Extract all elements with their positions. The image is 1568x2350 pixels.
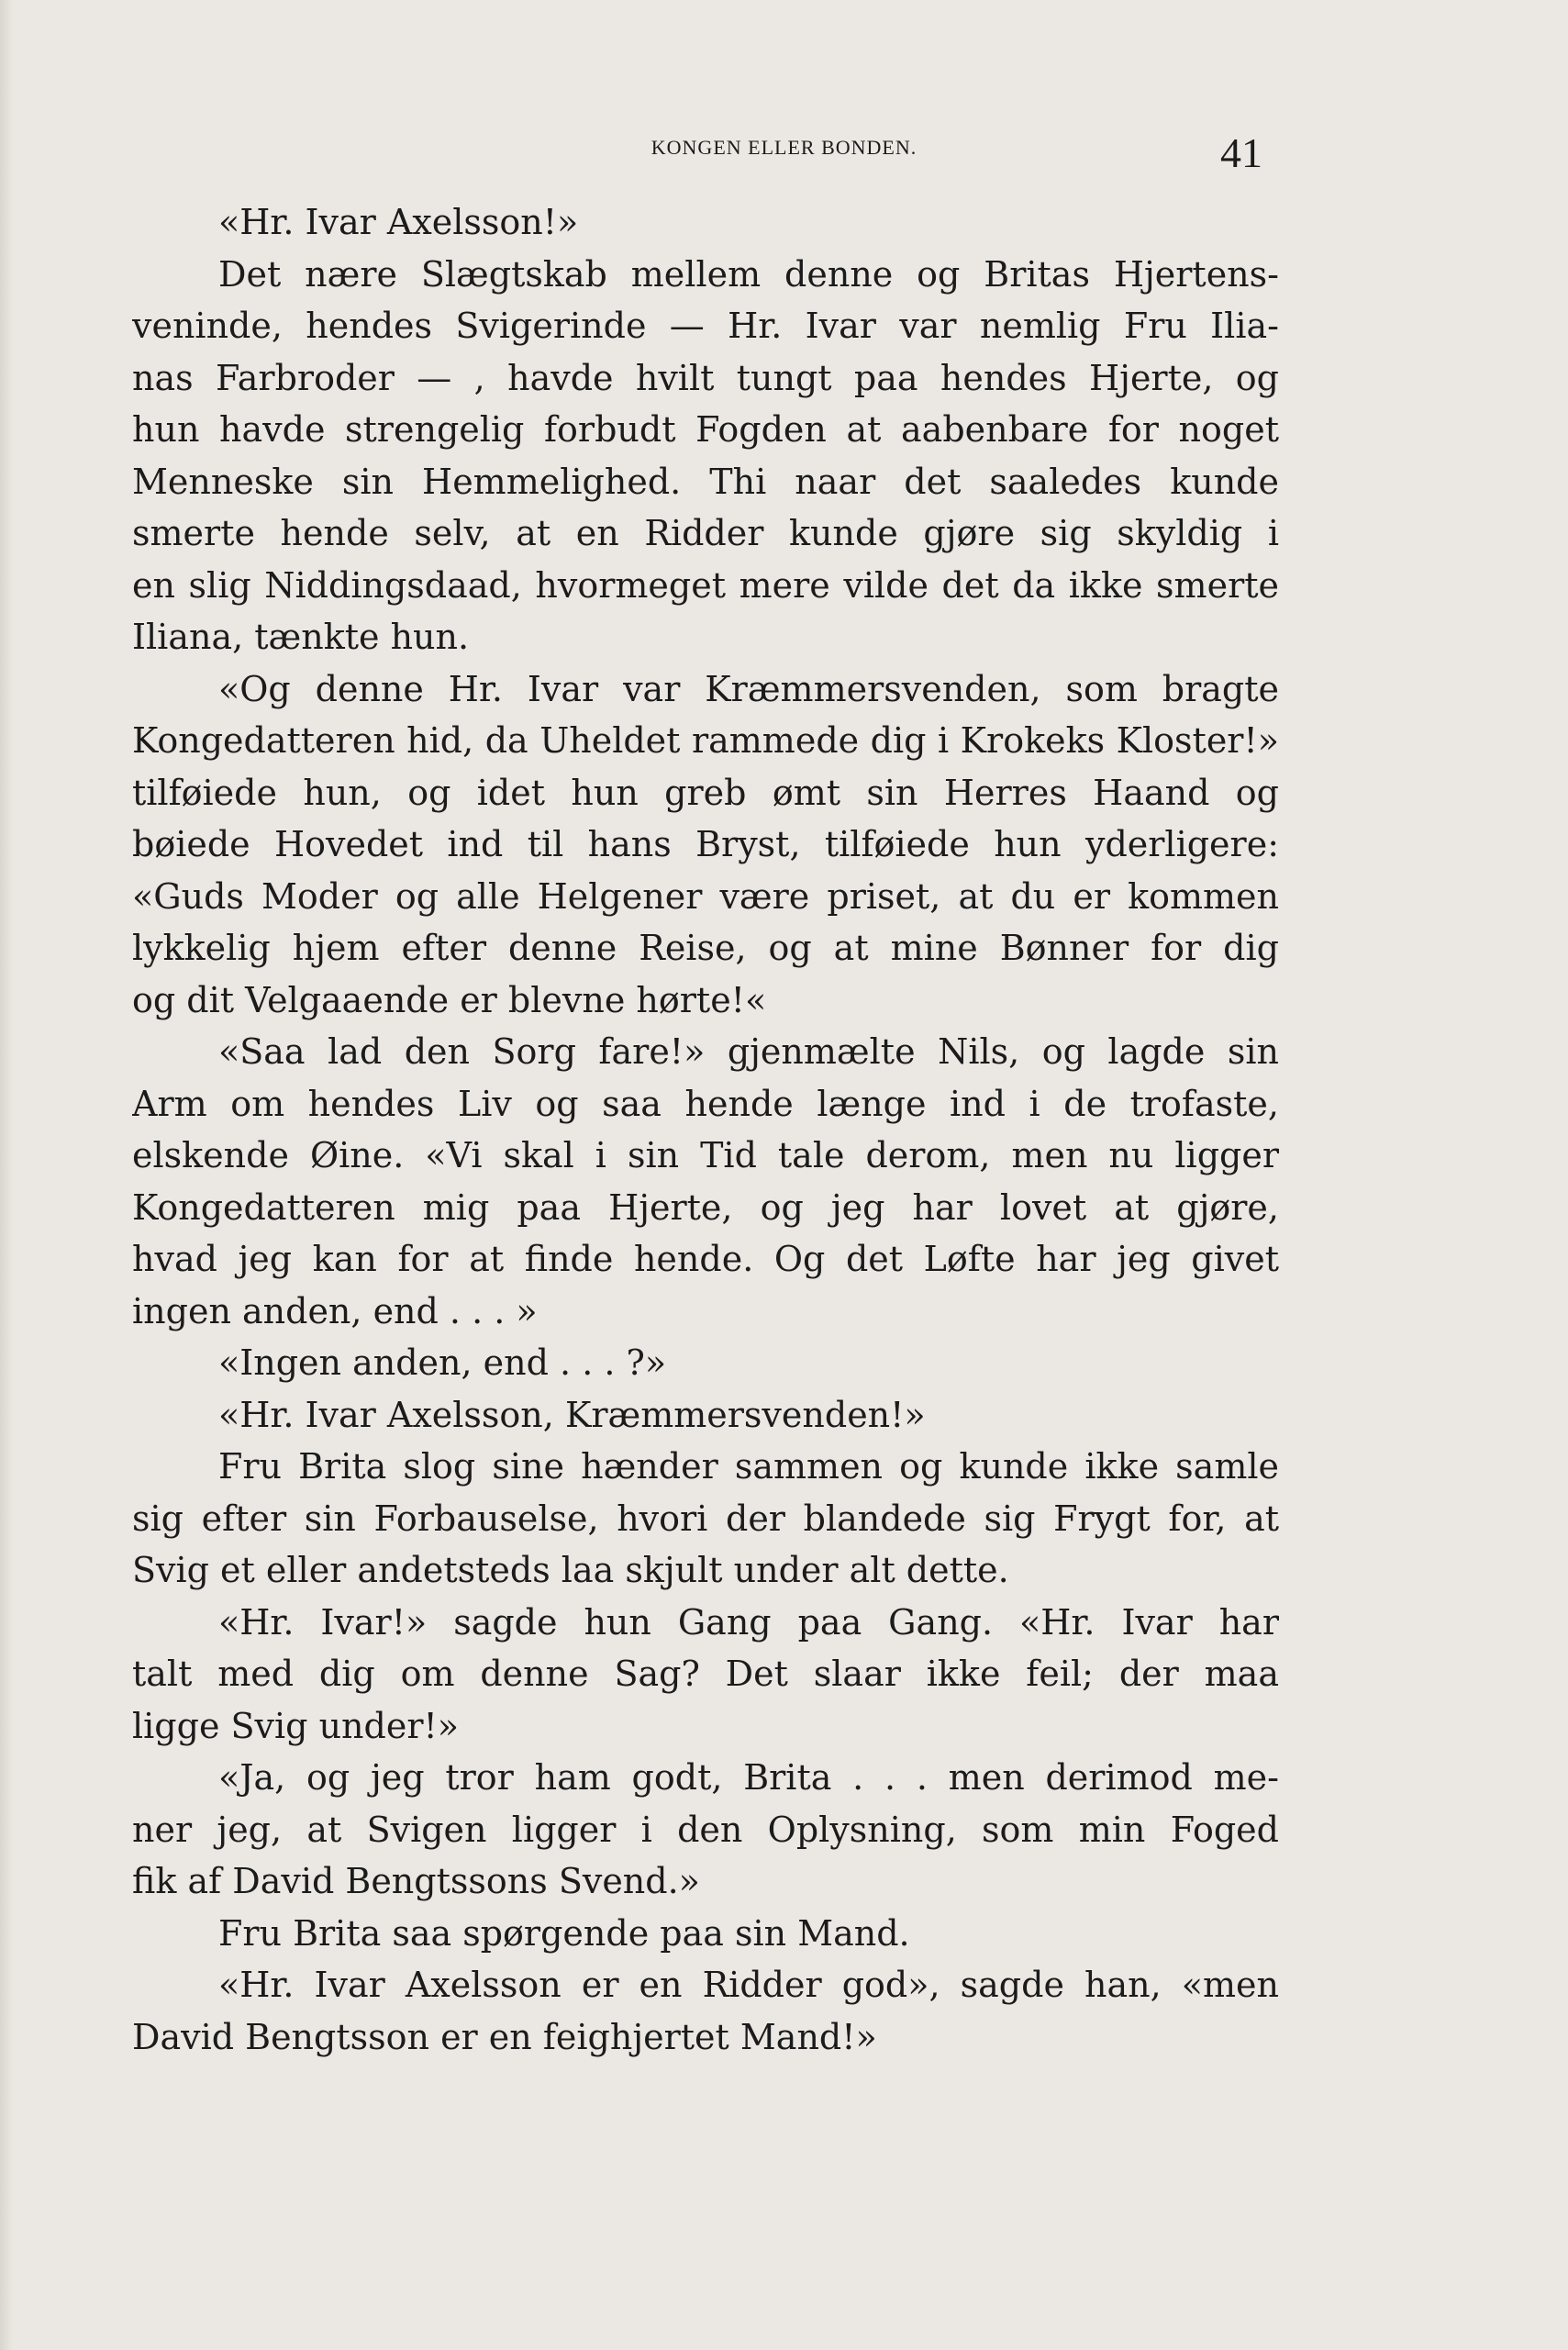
- text-line: «Hr. Ivar!» sagde hun Gang paa Gang. «Hr. Ivar har: [218, 1601, 1279, 1643]
- text-line: bøiede Hovedet ind til hans Bryst, tilføiede hun yderligere:: [132, 824, 1279, 864]
- text-line: og dit Velgaaende er blevne hørte!«: [132, 979, 767, 1020]
- text-line: nas Farbroder — , havde hvilt tungt paa hendes Hjerte, og: [132, 357, 1279, 398]
- text-line: Det nære Slægtskab mellem denne og Britas Hjertens-: [218, 253, 1279, 295]
- text-line: «Ingen anden, end . . . ?»: [218, 1342, 667, 1383]
- text-line: Arm om hendes Liv og saa hende længe ind i de trofaste,: [132, 1083, 1279, 1124]
- text-line: «Hr. Ivar Axelsson!»: [218, 202, 579, 242]
- text-line: David Bengtsson er en feighjertet Mand!»: [132, 2016, 877, 2057]
- text-line: ingen anden, end . . . »: [132, 1290, 538, 1331]
- text-line: «Og denne Hr. Ivar var Kræmmersvenden, som bragte: [218, 668, 1279, 709]
- text-line: Kongedatteren mig paa Hjerte, og jeg har lovet at gjøre,: [132, 1186, 1279, 1228]
- text-line: ligge Svig under!»: [132, 1705, 460, 1746]
- text-line: «Saa lad den Sorg fare!» gjenmælte Nils, og lagde sin: [218, 1031, 1279, 1072]
- text-line: Menneske sin Hemmelighed. Thi naar det saaledes kunde: [132, 461, 1279, 502]
- text-line: hvad jeg kan for at finde hende. Og det Løfte har jeg givet: [132, 1239, 1279, 1279]
- text-line: smerte hende selv, at en Ridder kunde gjøre sig skyldig i: [132, 513, 1279, 553]
- text-line: «Ja, og jeg tror ham godt, Brita . . . men derimod me-: [218, 1757, 1279, 1798]
- text-line: Fru Brita saa spørgende paa sin Mand.: [218, 1912, 910, 1954]
- text-line: en slig Niddingsdaad, hvormeget mere vilde det da ikke smerte: [132, 564, 1279, 606]
- text-line: Iliana, tænkte hun.: [132, 617, 470, 657]
- text-line: veninde, hendes Svigerinde — Hr. Ivar var nemlig Fru Ilia-: [132, 306, 1279, 346]
- text-line: fik af David Bengtssons Svend.»: [132, 1861, 700, 1901]
- text-line: talt med dig om denne Sag? Det slaar ikke feil; der maa: [132, 1654, 1279, 1694]
- text-line: Fru Brita slog sine hænder sammen og kunde ikke samle: [218, 1446, 1279, 1487]
- text-line: hun havde strengelig forbudt Fogden at aabenbare for noget: [132, 409, 1279, 450]
- body-text: [132, 196, 1279, 2063]
- text-line: «Guds Moder og alle Helgener være priset, at du er kommen: [132, 875, 1279, 917]
- text-line: tilføiede hun, og idet hun greb ømt sin Herres Haand og: [132, 772, 1279, 813]
- text-line: Kongedatteren hid, da Uheldet rammede dig i Krokeks Kloster!»: [132, 720, 1279, 761]
- page-number: 41: [1220, 129, 1262, 176]
- text-line: «Hr. Ivar Axelsson er en Ridder god», sagde han, «men: [218, 1965, 1279, 2005]
- running-head: KONGEN ELLER BONDEN.: [651, 136, 917, 159]
- text-line: lykkelig hjem efter denne Reise, og at mine Bønner for dig: [132, 928, 1279, 968]
- text-line: elskende Øine. «Vi skal i sin Tid tale derom, men nu ligger: [132, 1135, 1279, 1175]
- text-line: Svig et eller andetsteds laa skjult under alt dette.: [132, 1550, 1009, 1590]
- text-line: «Hr. Ivar Axelsson, Kræmmersvenden!»: [218, 1394, 926, 1435]
- text-line: sig efter sin Forbauselse, hvori der blandede sig Frygt for, at: [132, 1498, 1279, 1539]
- text-line: ner jeg, at Svigen ligger i den Oplysning, som min Foged: [132, 1809, 1279, 1850]
